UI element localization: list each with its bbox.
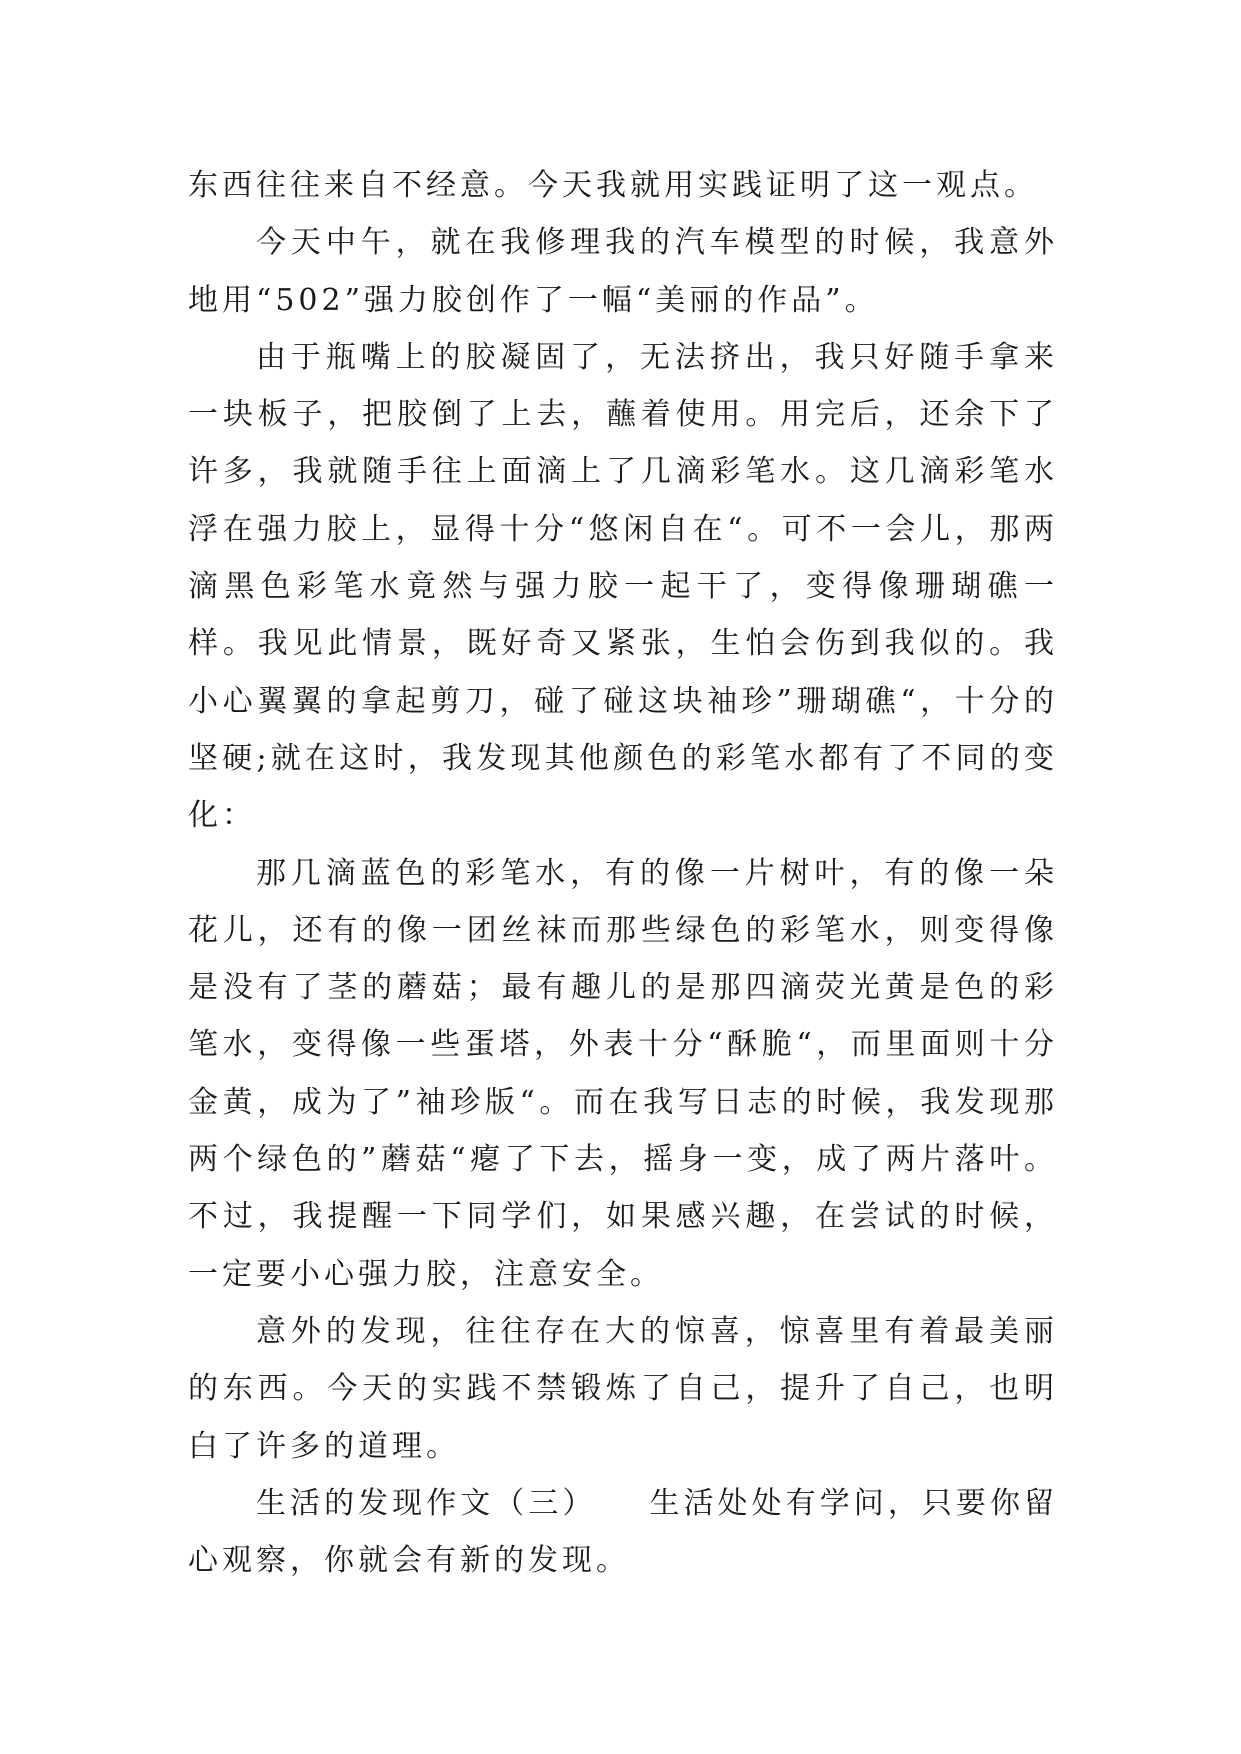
paragraph-color-changes: 那几滴蓝色的彩笔水，有的像一片树叶，有的像一朵花儿，还有的像一团丝袜而那些绿色的彩笔水，则变得像是没有了茎的蘑菇；最有趣儿的是那四滴荧光黄是色的彩笔水，变得像一些蛋塔，外表十分“酥脆“，而里面则十分金黄，成为了”袖珍版“。而在我写日志的时候，我发现那两个绿色的”蘑菇“瘪了下去，摇身一变，成了两片落叶。不过，我提醒一下同学们，如果感兴趣，在尝试的时候，一定要小心强力胶，注意安全。 — [188, 855, 1058, 1292]
document-body — [188, 157, 1058, 1589]
paragraph-next-essay-intro: 生活的发现作文（三） 生活处处有学问，只要你留心观察，你就会有新的发现。 — [188, 1485, 1058, 1579]
paragraph-repair-model: 今天中午，就在我修理我的汽车模型的时候，我意外地用“502”强力胶创作了一幅“美丽的作品”。 — [188, 225, 1058, 318]
paragraph-continuation: 东西往往来自不经意。今天我就用实践证明了这一观点。 — [188, 168, 1038, 203]
paragraph-conclusion: 意外的发现，往往存在大的惊喜，惊喜里有着最美丽的东西。今天的实践不禁锻炼了自己，提升了自己，也明白了许多的道理。 — [188, 1313, 1058, 1464]
paragraph-glue-experiment: 由于瓶嘴上的胶凝固了，无法挤出，我只好随手拿来一块板子，把胶倒了上去，蘸着使用。用完后，还余下了许多，我就随手往上面滴上了几滴彩笔水。这几滴彩笔水浮在强力胶上，显得十分“悠闲自在“。可不一会儿，那两滴黑色彩笔水竟然与强力胶一起干了，变得像珊瑚礁一样。我见此情景，既好奇又紧张，生怕会伤到我似的。我小心翼翼的拿起剪刀，碰了碰这块袖珍”珊瑚礁“，十分的坚硬;就在这时，我发现其他颜色的彩笔水都有了不同的变化： — [188, 339, 1058, 834]
